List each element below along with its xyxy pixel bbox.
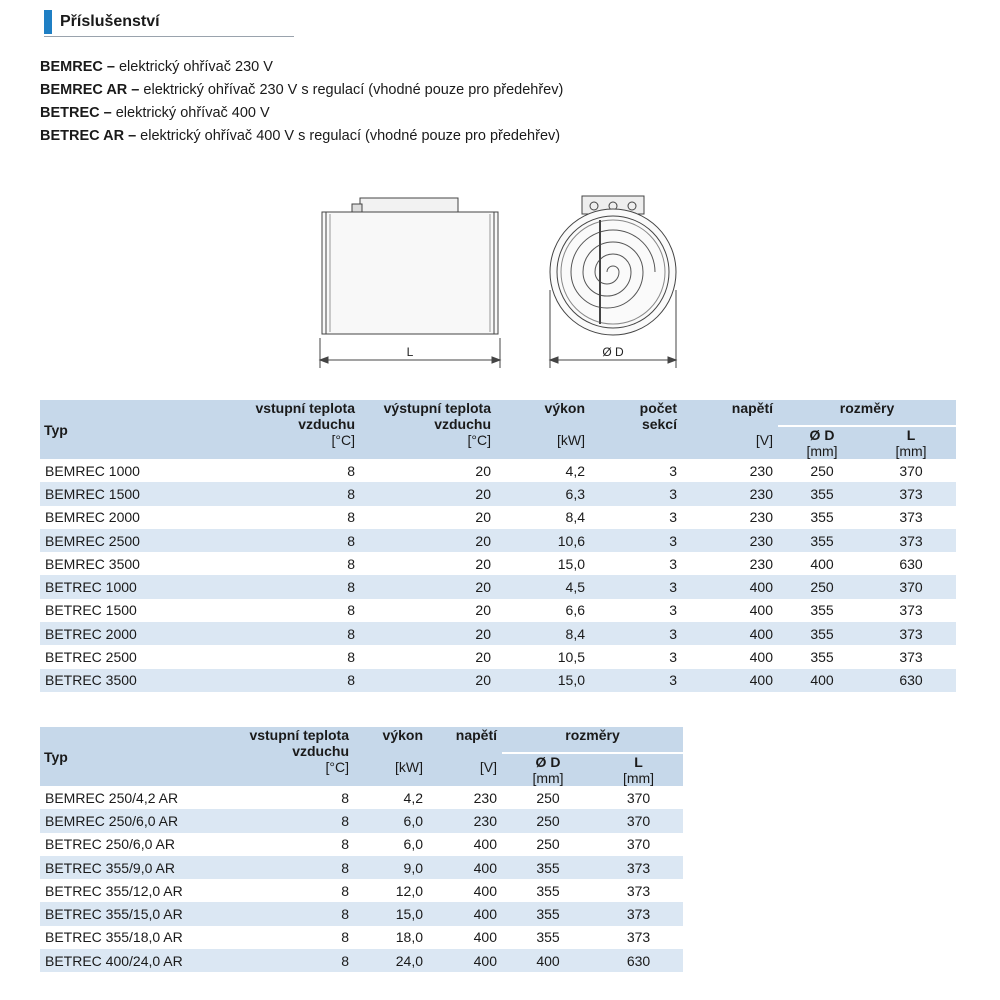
description-code: BETREC AR – — [40, 128, 137, 144]
table-row — [40, 552, 956, 575]
cell-diameter: 250 — [536, 836, 560, 853]
cell-vstupni-teplota: 8 — [341, 789, 349, 806]
col-header-vstupni-teplota: vstupní teplota vzduchu [°C] — [230, 400, 360, 459]
title-underline — [44, 36, 294, 37]
cell-diameter: 355 — [810, 649, 834, 666]
cell-length: 370 — [899, 462, 923, 479]
accessory-descriptions — [40, 56, 563, 148]
description-line — [40, 56, 563, 79]
cell-length: 630 — [899, 555, 923, 572]
table-row — [40, 786, 683, 809]
description-code: BEMREC AR – — [40, 82, 140, 98]
diameter-dimension-label: Ø D — [602, 345, 624, 359]
cell-typ: BETREC 355/12,0 AR — [45, 882, 183, 899]
heading-accent-bar — [44, 10, 52, 34]
col-header-pocet-sekci: počet sekcí — [590, 400, 682, 459]
cell-pocet-sekci: 3 — [669, 602, 677, 619]
cell-napeti: 400 — [682, 622, 778, 645]
col-header-length: L [mm] — [866, 426, 956, 459]
description-text: elektrický ohřívač 400 V — [111, 105, 270, 121]
cell-diameter: 355 — [778, 622, 866, 645]
cell-vstupni-teplota: 8 — [341, 929, 349, 946]
cell-vystupni-teplota: 20 — [360, 575, 496, 598]
length-dimension-label: L — [406, 345, 414, 359]
cell-length: 373 — [899, 602, 923, 619]
col-header-napeti: napětí [V] — [682, 400, 778, 459]
table-row — [40, 599, 956, 622]
cell-typ: BEMREC 2500 — [40, 529, 230, 552]
cell-diameter: 400 — [778, 669, 866, 692]
cell-napeti: 230 — [682, 482, 778, 505]
cell-pocet-sekci: 3 — [669, 462, 677, 479]
cell-vykon: 6,0 — [354, 809, 428, 832]
cell-diameter: 250 — [502, 809, 594, 832]
cell-vstupni-teplota: 8 — [230, 622, 360, 645]
cell-vykon: 4,5 — [496, 575, 590, 598]
description-text: elektrický ohřívač 230 V — [114, 59, 273, 75]
cell-vstupni-teplota: 8 — [230, 482, 360, 505]
cell-pocet-sekci: 3 — [669, 555, 677, 572]
table-row — [40, 926, 683, 949]
cell-diameter: 355 — [536, 929, 560, 946]
cell-vystupni-teplota: 20 — [475, 649, 491, 666]
cell-typ: BEMREC 3500 — [45, 555, 140, 572]
cell-length: 370 — [594, 809, 683, 832]
cell-vstupni-teplota: 8 — [230, 856, 354, 879]
table-row — [40, 949, 683, 972]
cell-napeti: 400 — [428, 902, 502, 925]
cell-typ: BEMREC 2000 — [45, 509, 140, 526]
description-line — [40, 102, 563, 125]
table-row — [40, 669, 956, 692]
cell-vykon: 15,0 — [496, 669, 590, 692]
cell-length: 370 — [626, 836, 651, 853]
cell-typ: BETREC 2000 — [40, 622, 230, 645]
cell-typ: BETREC 1500 — [45, 602, 137, 619]
cell-typ: BEMREC 250/6,0 AR — [40, 809, 230, 832]
cell-vstupni-teplota: 8 — [341, 836, 349, 853]
col-header-rozmery: rozměry — [778, 400, 956, 426]
col-header-typ: Typ — [40, 400, 230, 459]
cell-length: 373 — [594, 902, 683, 925]
col-header-diameter: Ø D [mm] — [502, 753, 594, 786]
cell-typ: BETREC 3500 — [40, 669, 230, 692]
cell-typ: BETREC 1000 — [40, 575, 230, 598]
cell-typ: BETREC 250/6,0 AR — [45, 836, 175, 853]
description-text: elektrický ohřívač 400 V s regulací (vhodné pouze pro předehřev) — [136, 128, 561, 144]
cell-napeti: 400 — [428, 856, 502, 879]
cell-diameter: 355 — [778, 529, 866, 552]
cell-length: 630 — [594, 949, 683, 972]
cell-vykon: 24,0 — [354, 949, 428, 972]
col-header-diameter: Ø D [mm] — [778, 426, 866, 459]
cell-vykon: 6,0 — [403, 836, 423, 853]
cell-vykon: 10,5 — [557, 649, 585, 666]
cell-vstupni-teplota: 8 — [347, 462, 355, 479]
cell-vystupni-teplota: 20 — [475, 462, 491, 479]
cell-vykon: 9,0 — [354, 856, 428, 879]
cell-napeti: 400 — [428, 949, 502, 972]
section-title: Příslušenství — [60, 13, 160, 30]
table-row — [40, 575, 956, 598]
cell-vykon: 15,0 — [557, 555, 585, 572]
cell-length: 373 — [866, 622, 956, 645]
front-view-drawing — [550, 196, 676, 368]
cell-vykon: 15,0 — [354, 902, 428, 925]
cell-length: 630 — [866, 669, 956, 692]
col-header-vykon: výkon [kW] — [496, 400, 590, 459]
cell-pocet-sekci: 3 — [669, 649, 677, 666]
cell-length: 373 — [626, 882, 651, 899]
cell-napeti: 400 — [473, 836, 497, 853]
cell-diameter: 355 — [536, 882, 560, 899]
cell-napeti: 400 — [749, 649, 773, 666]
cell-typ: BEMREC 250/4,2 AR — [45, 789, 179, 806]
cell-vystupni-teplota: 20 — [475, 602, 491, 619]
cell-vykon: 4,2 — [565, 462, 585, 479]
cell-vystupni-teplota: 20 — [475, 509, 491, 526]
cell-typ: BEMREC 1500 — [40, 482, 230, 505]
table-row — [40, 645, 956, 668]
cell-pocet-sekci: 3 — [590, 575, 682, 598]
cell-length: 373 — [899, 649, 923, 666]
heater-technical-drawing — [300, 190, 700, 370]
cell-vystupni-teplota: 20 — [360, 482, 496, 505]
cell-length: 373 — [866, 482, 956, 505]
heater-spec-table — [40, 400, 956, 692]
side-view-drawing — [320, 198, 500, 368]
col-header-napeti: napětí [V] — [428, 727, 502, 786]
table-row — [40, 529, 956, 552]
cell-vstupni-teplota: 8 — [230, 529, 360, 552]
cell-pocet-sekci: 3 — [590, 622, 682, 645]
cell-vykon: 18,0 — [395, 929, 423, 946]
cell-vykon: 4,2 — [403, 789, 423, 806]
cell-typ: BETREC 2500 — [45, 649, 137, 666]
cell-vystupni-teplota: 20 — [360, 669, 496, 692]
cell-length: 370 — [866, 575, 956, 598]
table-row — [40, 459, 956, 482]
table-row — [40, 506, 956, 529]
cell-vstupni-teplota: 8 — [230, 669, 360, 692]
cell-napeti: 400 — [473, 882, 497, 899]
description-line — [40, 125, 563, 148]
cell-vstupni-teplota: 8 — [230, 949, 354, 972]
cell-vykon: 12,0 — [395, 882, 423, 899]
regulated-heater-spec-table — [40, 727, 683, 972]
cell-vstupni-teplota: 8 — [347, 649, 355, 666]
cell-typ: BEMREC 1000 — [45, 462, 140, 479]
table-row — [40, 879, 683, 902]
regulated-heater-spec-table-body — [40, 786, 683, 972]
description-code: BEMREC – — [40, 59, 115, 75]
cell-vystupni-teplota: 20 — [475, 555, 491, 572]
cell-napeti: 400 — [682, 669, 778, 692]
cell-diameter: 250 — [536, 789, 560, 806]
description-text: elektrický ohřívač 230 V s regulací (vhodné pouze pro předehřev) — [139, 82, 564, 98]
cell-napeti: 230 — [473, 789, 497, 806]
cell-vykon: 8,4 — [496, 622, 590, 645]
cell-vstupni-teplota: 8 — [347, 555, 355, 572]
cell-vstupni-teplota: 8 — [230, 575, 360, 598]
cell-diameter: 250 — [810, 462, 834, 479]
cell-length: 373 — [626, 929, 651, 946]
cell-pocet-sekci: 3 — [590, 482, 682, 505]
cell-typ: BETREC 355/18,0 AR — [45, 929, 183, 946]
cell-napeti: 230 — [428, 809, 502, 832]
cell-pocet-sekci: 3 — [590, 669, 682, 692]
cell-diameter: 400 — [502, 949, 594, 972]
table-row — [40, 482, 956, 505]
heater-spec-table-body — [40, 459, 956, 692]
section-heading — [44, 10, 160, 34]
cell-vystupni-teplota: 20 — [360, 529, 496, 552]
cell-diameter: 250 — [778, 575, 866, 598]
cell-diameter: 355 — [810, 602, 834, 619]
table-row — [40, 809, 683, 832]
cell-length: 373 — [866, 529, 956, 552]
table-row — [40, 833, 683, 856]
col-header-length: L [mm] — [594, 753, 683, 786]
col-header-vystupni-teplota: výstupní teplota vzduchu [°C] — [360, 400, 496, 459]
cell-typ: BETREC 400/24,0 AR — [40, 949, 230, 972]
cell-length: 370 — [626, 789, 651, 806]
cell-vykon: 6,6 — [565, 602, 585, 619]
cell-length: 373 — [594, 856, 683, 879]
cell-diameter: 355 — [778, 482, 866, 505]
cell-napeti: 230 — [749, 509, 773, 526]
cell-pocet-sekci: 3 — [590, 529, 682, 552]
col-header-rozmery: rozměry — [502, 727, 683, 753]
col-header-typ: Typ — [40, 727, 230, 786]
cell-diameter: 400 — [810, 555, 834, 572]
cell-typ: BETREC 355/15,0 AR — [40, 902, 230, 925]
col-header-vstupni-teplota: vstupní teplota vzduchu [°C] — [230, 727, 354, 786]
cell-napeti: 230 — [682, 529, 778, 552]
cell-napeti: 230 — [749, 462, 773, 479]
col-header-vykon: výkon [kW] — [354, 727, 428, 786]
description-code: BETREC – — [40, 105, 112, 121]
cell-vstupni-teplota: 8 — [341, 882, 349, 899]
cell-napeti: 400 — [473, 929, 497, 946]
cell-vstupni-teplota: 8 — [347, 602, 355, 619]
cell-vystupni-teplota: 20 — [360, 622, 496, 645]
cell-vstupni-teplota: 8 — [347, 509, 355, 526]
table-row — [40, 856, 683, 879]
cell-vstupni-teplota: 8 — [230, 809, 354, 832]
cell-vstupni-teplota: 8 — [230, 902, 354, 925]
cell-pocet-sekci: 3 — [669, 509, 677, 526]
cell-diameter: 355 — [502, 856, 594, 879]
cell-vykon: 8,4 — [565, 509, 585, 526]
cell-diameter: 355 — [810, 509, 834, 526]
cell-vykon: 6,3 — [496, 482, 590, 505]
description-line — [40, 79, 563, 102]
table-row — [40, 622, 956, 645]
cell-typ: BETREC 355/9,0 AR — [40, 856, 230, 879]
table-row — [40, 902, 683, 925]
cell-napeti: 400 — [749, 602, 773, 619]
cell-diameter: 355 — [502, 902, 594, 925]
cell-napeti: 230 — [749, 555, 773, 572]
cell-napeti: 400 — [682, 575, 778, 598]
cell-vykon: 10,6 — [496, 529, 590, 552]
cell-length: 373 — [899, 509, 923, 526]
